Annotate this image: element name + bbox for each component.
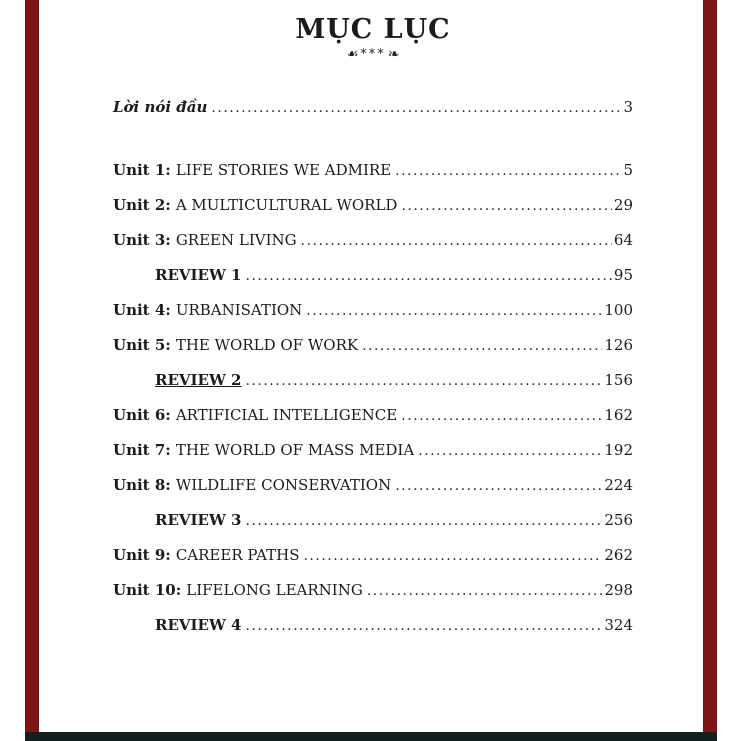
entry-label: Unit 10: [113, 581, 182, 599]
entry-page-number: 256 [604, 511, 633, 529]
dot-leader [367, 581, 603, 599]
dot-leader [246, 511, 603, 529]
dot-leader [301, 231, 612, 249]
toc-review-row [113, 511, 633, 546]
entry-title: THE WORLD OF WORK [175, 336, 359, 354]
page-title: MỤC LỤC [295, 14, 451, 45]
toc-unit-row [113, 546, 633, 581]
entry-label: Unit 3: [113, 231, 171, 249]
entry-label: Lời nói đầu [113, 98, 208, 116]
dot-leader [246, 616, 603, 634]
toc-unit-row [113, 406, 633, 441]
toc-unit-row [113, 476, 633, 511]
toc-unit-row [113, 581, 633, 616]
toc-review-row [113, 616, 633, 651]
toc-unit-row [113, 196, 633, 231]
toc-review-row [113, 266, 633, 301]
dot-leader [246, 371, 603, 389]
toc-review-row [113, 371, 633, 406]
toc-preface-row [113, 98, 633, 133]
entry-title: URBANISATION [175, 301, 303, 319]
book-edge-right-bar [703, 0, 717, 733]
entry-page-number: 224 [604, 476, 633, 494]
dot-leader [303, 546, 602, 564]
ornament-left-flourish: ☙ [346, 47, 361, 62]
entry-page-number: 3 [623, 98, 633, 116]
dot-leader [362, 336, 602, 354]
entry-title: LIFE STORIES WE ADMIRE [175, 161, 392, 179]
entry-page-number: 100 [604, 301, 633, 319]
entry-label: Unit 6: [113, 406, 171, 424]
ornament-stars: *** [360, 47, 386, 62]
toc-unit-row [113, 336, 633, 371]
entry-page-number: 192 [604, 441, 633, 459]
dot-leader [401, 406, 602, 424]
entry-page-number: 95 [613, 266, 633, 284]
entry-page-number: 324 [604, 616, 633, 634]
entry-page-number: 64 [613, 231, 633, 249]
dot-leader [395, 161, 621, 179]
page-content [113, 0, 633, 651]
entry-title: THE WORLD OF MASS MEDIA [175, 441, 415, 459]
entry-page-number: 29 [613, 196, 633, 214]
dot-leader [418, 441, 602, 459]
entry-label: REVIEW 4 [155, 616, 242, 634]
book-spine-left-bar [25, 0, 39, 733]
dot-leader [395, 476, 602, 494]
entry-label: REVIEW 1 [155, 266, 242, 284]
entry-title: LIFELONG LEARNING [186, 581, 363, 599]
entry-page-number: 5 [623, 161, 633, 179]
entry-title: WILDLIFE CONSERVATION [175, 476, 392, 494]
dot-leader [306, 301, 602, 319]
entry-label: Unit 9: [113, 546, 171, 564]
toc-unit-row [113, 441, 633, 476]
entry-title: ARTIFICIAL INTELLIGENCE [175, 406, 398, 424]
entry-page-number: 126 [604, 336, 633, 354]
entry-label: Unit 2: [113, 196, 171, 214]
entry-label: Unit 8: [113, 476, 171, 494]
entry-label: Unit 4: [113, 301, 171, 319]
entry-page-number: 162 [604, 406, 633, 424]
entry-title: GREEN LIVING [175, 231, 297, 249]
ornament-right-flourish: ☙ [385, 47, 400, 62]
entry-page-number: 156 [604, 371, 633, 389]
toc-list [113, 98, 633, 651]
book-edge-bottom-bar [25, 732, 717, 741]
entry-label: REVIEW 3 [155, 511, 242, 529]
entry-title: CAREER PATHS [175, 546, 300, 564]
entry-title: A MULTICULTURAL WORLD [175, 196, 398, 214]
entry-page-number: 298 [604, 581, 633, 599]
toc-unit-row [113, 161, 633, 196]
dot-leader [246, 266, 612, 284]
entry-page-number: 262 [604, 546, 633, 564]
entry-label: Unit 1: [113, 161, 171, 179]
toc-unit-row [113, 301, 633, 336]
ornament-divider [113, 47, 633, 62]
entry-label: REVIEW 2 [155, 371, 242, 389]
dot-leader [401, 196, 611, 214]
dot-leader [211, 98, 621, 116]
toc-unit-row [113, 231, 633, 266]
entry-label: Unit 5: [113, 336, 171, 354]
entry-label: Unit 7: [113, 441, 171, 459]
